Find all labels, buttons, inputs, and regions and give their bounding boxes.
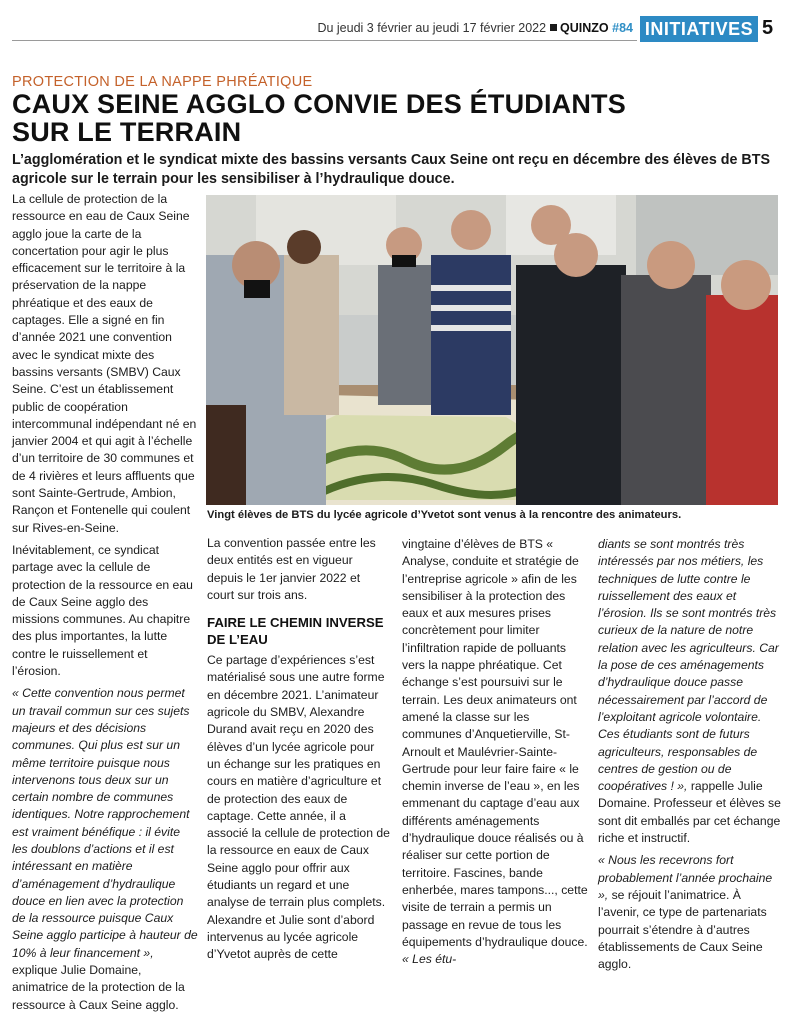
- article-lede: L’agglomération et le syndicat mixte des bassins versants Caux Seine ont reçu en décembre des élèves de BTS agricole sur le terrain pour les sensibiliser à l’hydraulique douce.: [12, 152, 771, 187]
- header-rule: [12, 40, 637, 41]
- paragraph-with-quote-start: [402, 536, 588, 968]
- paragraph: Ce partage d’expériences s’est matérialisé sous une autre forme en décembre 2021. L’animateur agricole du SMBV, Alexandre Durand avait reçu en 2020 des élèves d’un lycée agricole pour un échange sur les pratiques en cours en matière d’agriculture et de protection des eaux de captage. Cette année, il a associé la cellule de protection de la ressource en eaux de Caux Seine agglo pour offrir aux étudiants un regard et une analyse de terrain plus complets. Alexandre et Julie sont d’abord intervenus au lycée agricole d’Yvetot auprès de cette: [207, 653, 390, 962]
- square-bullet-icon: [550, 24, 557, 31]
- headline-line-1: CAUX SEINE AGGLO CONVIE DES ÉTUDIANTS: [12, 89, 626, 119]
- photo-caption: Vingt élèves de BTS du lycée agricole d’Yvetot sont venus à la rencontre des animateurs.: [207, 509, 682, 521]
- issue-number: #84: [612, 21, 633, 35]
- page-number: 5: [762, 17, 774, 39]
- attribution-text: se réjouit l’animatrice. À l’avenir, ce type de partenariats pourrait s’étendre à d’autres établissements de Caux Seine agglo.: [598, 887, 767, 972]
- article-headline: [12, 90, 652, 146]
- paragraph: La cellule de protection de la ressource en eau de Caux Seine agglo joue la carte de la concertation pour agir le plus efficacement sur le territoire à la préservation de la nappe phréatique et des eaux de captages. Elle a signé en fin d’année 2021 une convention avec le syndicat mixte des bassins versants (SMBV) Caux Seine. C’est un établissement public de coopération intercommunal indépendant né en janvier 2004 et qui agit à l’échelle d’un territoire de 30 communes et de 4 rivières et leurs affluents que sont Sainte-Gertrude, Ambion, Rançon et Fontenelle qui coulent sur Rives-en-Seine.: [12, 192, 197, 535]
- paragraph: Inévitablement, ce syndicat partage avec la cellule de protection de la ressource en eau de Caux Seine agglo des missions communes. Au chapitre des plus importantes, la lutte contre le ruissellement et l’érosion.: [12, 542, 193, 679]
- issue-dateline: [317, 21, 633, 35]
- quote-text: « Les étu-: [402, 952, 457, 967]
- paragraph: La convention passée entre les deux entités est en vigueur depuis le 1er janvier 2022 et court sur trois ans.: [207, 536, 376, 602]
- column-4: [598, 536, 784, 978]
- attribution-text: rappelle Julie Domaine. Professeur et élèves se sont dit emballés par cet échange riche et instructif.: [598, 779, 781, 846]
- subheading: FAIRE LE CHEMIN INVERSE DE L’EAU: [207, 615, 384, 648]
- quote-paragraph: [12, 685, 198, 1014]
- students-around-terrain-model-photo: [206, 195, 778, 505]
- quote-paragraph: [598, 852, 784, 973]
- quote-text: « Cette convention nous permet un travail commun sur ces sujets majeurs et des décisions communes. Qui plus est sur un même territoire puisque nous intervenons tous deux sur un certain nombre de communes identiques. Notre rapprochement est vraiment bénéfique : il évite les doublons d’actions et il est intéressant en matière d’aménagement d’hydraulique douce en lien avec la protection de la ressource puisque Caux Seine agglo participe à hauteur de 10% à leur financement »,: [12, 686, 198, 960]
- section-tab: INITIATIVES: [640, 16, 758, 42]
- quote-text: diants se sont montrés très intéressés par nos métiers, les techniques de lutte contre le ruissellement des eaux et l’érosion. Ils se sont montrés très curieux de la nature de notre relation avec les agriculteurs. Car la pose de ces aménagements d’hydraulique douce passe nécessairement par l’accord de l’exploitant agricole volontaire. Ces étudiants sont de futurs agriculteurs, responsables de centres de gestion ou de coopératives ! »,: [598, 537, 779, 794]
- quote-paragraph: [598, 536, 784, 847]
- quote-text: « Nous les recevrons fort probablement l’année prochaine »,: [598, 853, 773, 902]
- paragraph-text: vingtaine d’élèves de BTS « Analyse, conduite et stratégie de l’entreprise agricole » afin de les sensibiliser à la protection des eaux et aux mesures prises concrètement pour limiter l’infiltration rapide de polluants vers la nappe phréatique. Cet échange s’est poursuivi sur le terrain. Les deux animateurs ont amené la classe sur les communes d’Anquetierville, St-Arnoult et Maulévrier-Sainte-Gertrude pour leur faire faire « le chemin inverse de l’eau », en les emmenant du captage d’eau aux différents aménagements d’hydraulique douce réalisés ou à réaliser sur cette portion de territoire. Fascines, bande enherbée, mares tampons..., cette visite de terrain a permis un passage en revue de tous les équipements d’hydraulique douce.: [402, 537, 588, 949]
- article-kicker: PROTECTION DE LA NAPPE PHRÉATIQUE: [12, 74, 313, 90]
- attribution-text: explique Julie Domaine, animatrice de la protection de la ressource à Caux Seine agglo.: [12, 963, 185, 1012]
- headline-line-2: SUR LE TERRAIN: [12, 117, 242, 147]
- publication-name: QUINZO: [560, 21, 609, 35]
- column-1: [12, 191, 198, 1019]
- date-range: Du jeudi 3 février au jeudi 17 février 2022: [317, 21, 547, 35]
- article-photo: [206, 195, 778, 505]
- column-2: [207, 535, 390, 969]
- column-3: [402, 536, 588, 973]
